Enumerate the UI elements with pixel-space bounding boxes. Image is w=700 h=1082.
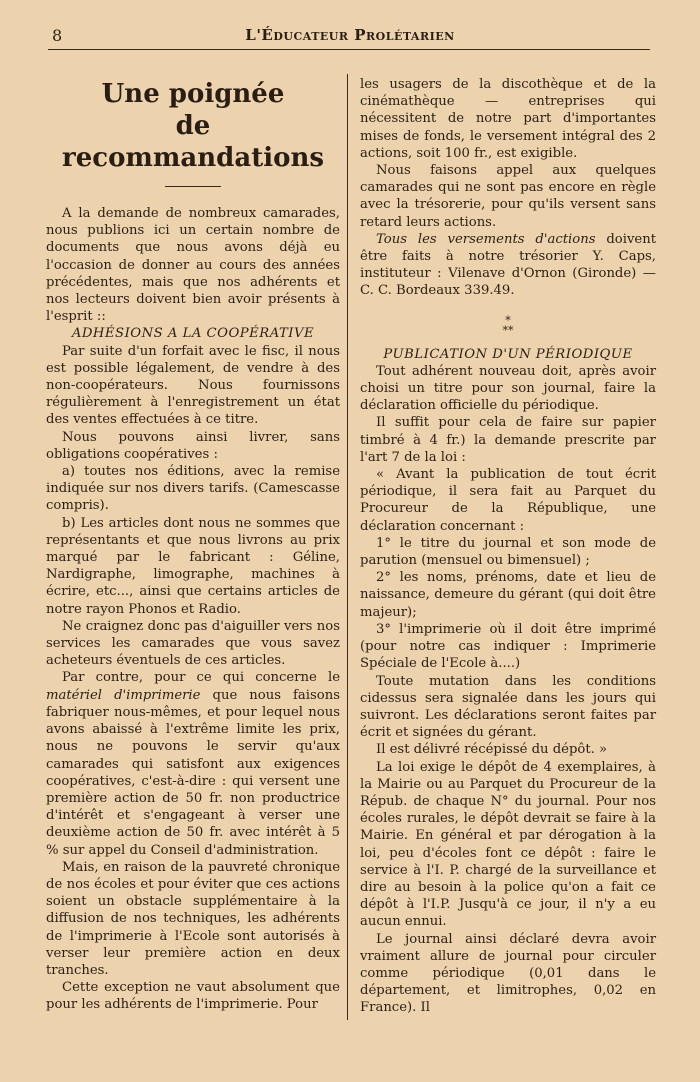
header-rule [48,49,650,50]
intro-paragraph: A la demande de nombreux camarades, nous publions ici un certain nombre de documents que nous avons déjà eu l'occasion de donner au cours des années précédentes, mais que nos adhérents et nos lecteurs doivent bien avoir présents à l'esprit :: [46,206,340,325]
paragraph-versements [360,231,656,300]
list-item-a: a) toutes nos éditions, avec la remise indiquée sur nos divers tarifs. (Camescasse compris). [46,464,340,514]
text: doivent être faits à notre trésorier Y. Caps, instituteur : Vilenave d'Ornon (Gironde) — C. C. Bordeaux 339.49. [360,231,657,299]
paragraph: Il est délivré récépissé du dépôt. » [376,742,608,758]
paragraph: Nous faisons appel aux quelques camarades qui ne sont pas encore en règle avec la trésorerie, pour qu'ils versent sans retard leurs actions. [360,163,656,230]
asterism [360,313,656,337]
paragraph: Nous pouvons ainsi livrer, sans obligations coopératives : [46,429,340,462]
list-item-3: 3° l'imprimerie où il doit être imprimé (pour notre cas indiquer : Imprimerie Spéciale de l'Ecole à....) [360,621,656,672]
emphasis: matériel d'imprimerie [46,687,201,703]
page-number: 8 [52,26,63,45]
paragraph-quote: « Avant la publication de tout écrit périodique, il sera fait au Parquet du Procureur de la République, une déclaration concernant : [360,467,656,534]
text: que nous faisons fabriquer nous-mêmes, et pour lequel nous avons abaissé à l'extrême limite les prix, nous ne pouvons le servir qu'aux camarades qui satisfont aux exigences coopératives, c'est-à-dire : qui versent une première action de 50 fr. non productrice d'intérêt et s'engageant à verser une deuxième action de 50 fr. avec intérêt à 5 % sur appel du Conseil d'administration. [46,687,340,858]
title-line-2: de recommandations [62,111,324,173]
paragraph: Il suffit pour cela de faire sur papier timbré à 4 fr.) la demande prescrite par l'art 7 de la loi : [360,415,656,465]
running-title: L'Éducateur Prolétarien [245,26,455,44]
paragraph-materiel [46,669,340,858]
asterism-top: * [505,313,511,327]
section-heading-publication: PUBLICATION D'UN PÉRIODIQUE [383,346,633,362]
title-rule [165,186,221,187]
article-title [46,78,340,174]
paragraph: Tout adhérent nouveau doit, après avoir choisi un titre pour son journal, faire la déclaration officielle du périodique. [360,363,656,414]
paragraph: La loi exige le dépôt de 4 exemplaires, à la Mairie ou au Parquet du Procureur de la Répub. de chaque N° du journal. Pour nos écoles rurales, le dépôt devrait se faire à la Mairie. En général et par dérogation à la loi, peu d'écoles font ce dépôt : faire le service à l'I. P. chargé de la surveillance et dire au besoin à la police qu'on a fait ce dépôt à l'I.P. Jusqu'à ce jour, il n'y a eu aucun ennui. [360,759,656,930]
section-heading-adhesions: ADHÉSIONS A LA COOPÉRATIVE [71,326,315,342]
paragraph: Par suite d'un forfait avec le fisc, il nous est possible légalement, de vendre à des non-coopérateurs. Nous fournissons régulièrement à l'enregistrement un état des ventes effectuées à ce titre. [46,343,340,428]
title-line-1: Une poignée [101,79,285,109]
paragraph: Toute mutation dans les conditions cidessus sera signalée dans les jours qui suivront. Les déclarations seront faites par écrit et signées du gérant. [360,673,656,741]
list-item-1: 1° le titre du journal et son mode de parution (mensuel ou bimensuel) ; [360,535,656,569]
paragraph-continued: les usagers de la discothèque et de la cinémathèque — entreprises qui nécessitent de notre part d'importantes mises de fonds, le versement intégral des 2 actions, soit 100 fr., est exigible. [360,77,656,161]
asterism-bottom: ** [502,323,514,337]
column-divider [347,74,348,1020]
list-item-b: b) Les articles dont nous ne sommes que représentants et que nous livrons au prix marqué par le fabricant : Géline, Nardigraphe, limographe, machines à écrire, etc..., ainsi que certains articles de notre rayon Phonos et Radio. [46,515,340,617]
emphasis: Tous les versements d'actions [376,231,596,247]
left-column [46,78,340,1014]
paragraph: Le journal ainsi déclaré devra avoir vraiment allure de journal pour circuler comme périodique (0,01 dans le département, et limitrophes, 0,02 en France). Il [360,931,656,1016]
paragraph: Ne craignez donc pas d'aiguiller vers nos services les camarades que vous savez acheteurs éventuels de ces articles. [46,618,340,669]
paragraph: Mais, en raison de la pauvreté chronique de nos écoles et pour éviter que ces actions soient un obstacle supplémentaire à la diffusion de nos techniques, les adhérents de l'imprimerie à l'Ecole sont autorisés à verser leur première action en deux tranches. [46,859,340,978]
right-column [360,76,656,1017]
text: Par contre, pour ce qui concerne le [62,670,340,686]
paragraph: Cette exception ne vaut absolument que pour les adhérents de l'imprimerie. Pour [46,980,340,1013]
list-item-2: 2° les noms, prénoms, date et lieu de naissance, demeure du gérant (qui doit être majeur); [360,570,656,620]
